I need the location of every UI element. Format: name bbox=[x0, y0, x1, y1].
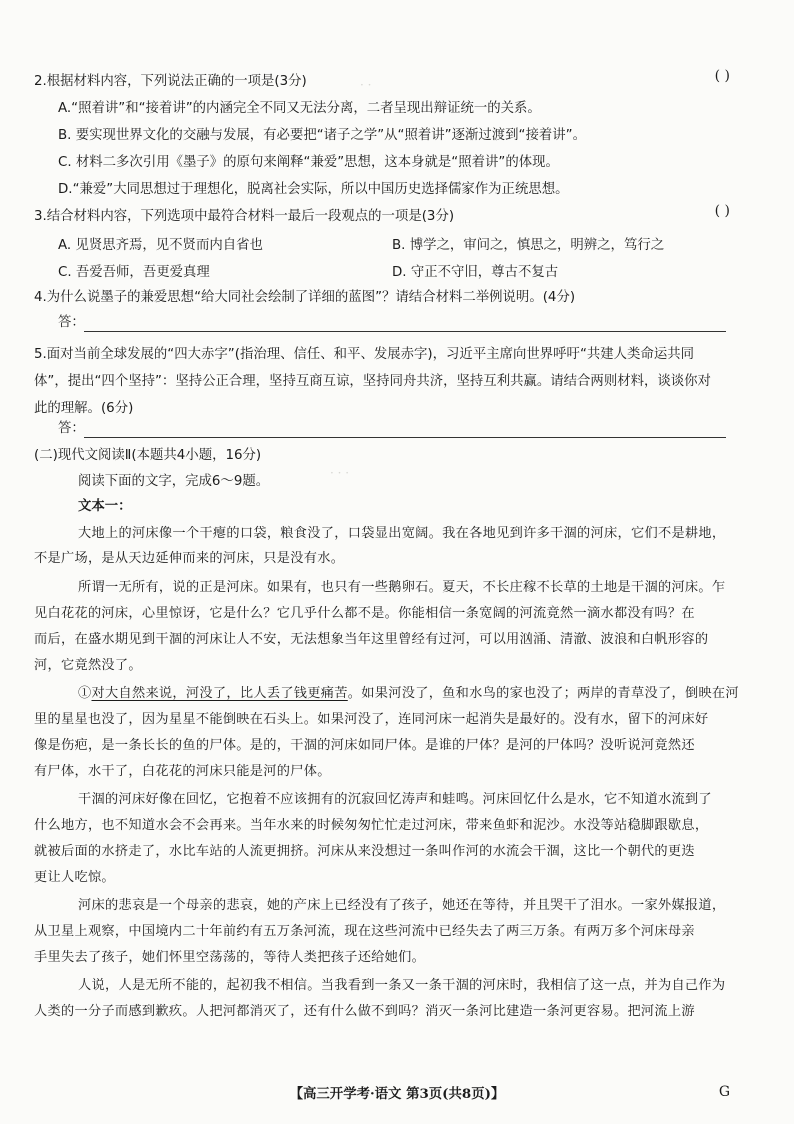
q5-stem-line1: 5.面对当前全球发展的“四大赤字”(指治理、信任、和平、发展赤字)，习近平主席向世界呼吁“共建人类命运共同 bbox=[34, 347, 695, 362]
bleed-through-mark: · · bbox=[360, 78, 372, 92]
q2-option-b: B. 要实现世界文化的交融与发展，有必要把“诸子之学”从“照着讲”逐渐过渡到“接着讲”。 bbox=[58, 128, 586, 143]
passage-line: 人类的一分子而感到歉疚。人把河都消灭了，还有什么做不到吗？消灭一条河比建造一条河更容易。把河流上游 bbox=[34, 1004, 695, 1019]
q3-option-d: D. 守正不守旧，尊古不复古 bbox=[392, 265, 559, 280]
sentence-marker: ① bbox=[78, 686, 92, 701]
passage-line: 所谓一无所有，说的正是河床。如果有，也只有一些鹅卵石。夏天，不长庄稼不长草的土地是干涸的河床。乍 bbox=[78, 580, 726, 595]
q5-stem-line2: 体”，提出“四个坚持”：坚持公正合理，坚持互商互谅，坚持同舟共济，坚持互利共赢。请结合两则材料，谈谈你对 bbox=[34, 374, 711, 389]
passage-line: 像是伤疤，是一条长长的鱼的尸体。是的，干涸的河床如同尸体。是谁的尸体？是河的尸体吗？没听说河竟然还 bbox=[34, 738, 695, 753]
passage-line: 什么地方，也不知道水会不会再来。当年水来的时候匆匆忙忙走过河床，带来鱼虾和泥沙。水没等站稳脚跟歇息， bbox=[34, 818, 709, 833]
q2-option-a: A.“照着讲”和“接着讲”的内涵完全不同又无法分离，二者呈现出辩证统一的关系。 bbox=[58, 101, 541, 116]
passage-line: 有尸体，水干了，白花花的河床只能是河的尸体。 bbox=[34, 764, 331, 779]
paper-version-mark: G bbox=[718, 1084, 730, 1100]
passage-line: 里的星星也没了，因为星星不能倒映在石头上。如果河没了，连同河床一起消失是最好的。没有水，留下的河床好 bbox=[34, 712, 709, 727]
passage-line: 从卫星上观察，中国境内二十年前约有五万条河流，现在这些河流中已经失去了两三万条。有两万多个河床母亲 bbox=[34, 924, 695, 939]
section-instruction: 阅读下面的文字，完成6～9题。 bbox=[78, 474, 270, 489]
q5-answer-label: 答： bbox=[58, 421, 85, 436]
passage-line: 见白花花的河床，心里惊讶，它是什么？它几乎什么都不是。你能相信一条宽阔的河流竟然一滴水都没有吗？在 bbox=[34, 606, 695, 621]
q3-stem: 3.结合材料内容，下列选项中最符合材料一最后一段观点的一项是(3分) bbox=[34, 209, 455, 224]
passage-line: 就被后面的水挤走了，水比车站的人流更拥挤。河床从来没想过一条叫作河的水流会干涸，这比一个朝代的更迭 bbox=[34, 844, 695, 859]
passage-line-rest: 。如果河没了，鱼和水鸟的家也没了；两岸的青草没了，倒映在河 bbox=[347, 686, 739, 701]
q3-answer-bracket[interactable]: ( ) bbox=[714, 203, 730, 219]
q4-answer-line[interactable] bbox=[84, 331, 726, 332]
q3-option-c: C. 吾爱吾师，吾更爱真理 bbox=[58, 265, 210, 280]
page-footer: 【高三开学考·语文 第3页(共8页)】 bbox=[289, 1086, 505, 1102]
q5-answer-line[interactable] bbox=[84, 437, 726, 438]
passage-line-marked bbox=[78, 684, 739, 704]
passage-line: 河，它竟然没了。 bbox=[34, 658, 142, 673]
q4-answer-label: 答： bbox=[58, 315, 85, 330]
passage-line: 河床的悲哀是一个母亲的悲哀，她的产床上已经没有了孩子，她还在等待，并且哭干了泪水。一家外媒报道， bbox=[78, 898, 726, 913]
q5-stem-line3: 此的理解。(6分) bbox=[34, 401, 134, 416]
passage-line: 更让人吃惊。 bbox=[34, 870, 115, 885]
q2-option-c: C. 材料二多次引用《墨子》的原句来阐释“兼爱”思想，这本身就是“照着讲”的体现。 bbox=[58, 155, 559, 170]
section-title: (二)现代文阅读Ⅱ(本题共4小题，16分) bbox=[34, 448, 262, 463]
passage-line: 大地上的河床像一个干瘪的口袋，粮食没了，口袋显出宽阔。我在各地见到许多干涸的河床，它们不是耕地， bbox=[78, 526, 726, 541]
q2-option-d: D.“兼爱”大同思想过于理想化，脱离社会实际，所以中国历史选择儒家作为正统思想。 bbox=[58, 182, 569, 197]
text-one-label: 文本一： bbox=[78, 499, 132, 514]
passage-line: 而后，在盛水期见到干涸的河床让人不安，无法想象当年这里曾经有过河，可以用汹涌、清澈、波浪和白帆形容的 bbox=[34, 632, 709, 647]
q4-stem: 4.为什么说墨子的兼爱思想“给大同社会绘制了详细的蓝图”？请结合材料二举例说明。(4分) bbox=[34, 290, 576, 305]
q2-answer-bracket[interactable]: ( ) bbox=[714, 68, 730, 84]
passage-line: 人说，人是无所不能的，起初我不相信。当我看到一条又一条干涸的河床时，我相信了这一点，并为自己作为 bbox=[78, 978, 726, 993]
passage-line: 手里失去了孩子，她们怀里空荡荡的，等待人类把孩子还给她们。 bbox=[34, 950, 426, 965]
passage-line: 不是广场，是从天边延伸而来的河床，只是没有水。 bbox=[34, 551, 345, 566]
bleed-through-mark: · · · bbox=[330, 466, 350, 480]
q2-stem: 2.根据材料内容，下列说法正确的一项是(3分) bbox=[34, 74, 307, 89]
passage-line: 干涸的河床好像在回忆，它抱着不应该拥有的沉寂回忆涛声和蛙鸣。河床回忆什么是水，它不知道水流到了 bbox=[78, 792, 712, 807]
underlined-sentence: 对大自然来说，河没了，比人丢了钱更痛苦 bbox=[91, 686, 348, 701]
q3-option-b: B. 博学之，审问之，慎思之，明辨之，笃行之 bbox=[392, 238, 665, 253]
q3-option-a: A. 见贤思齐焉，见不贤而内自省也 bbox=[58, 238, 263, 253]
